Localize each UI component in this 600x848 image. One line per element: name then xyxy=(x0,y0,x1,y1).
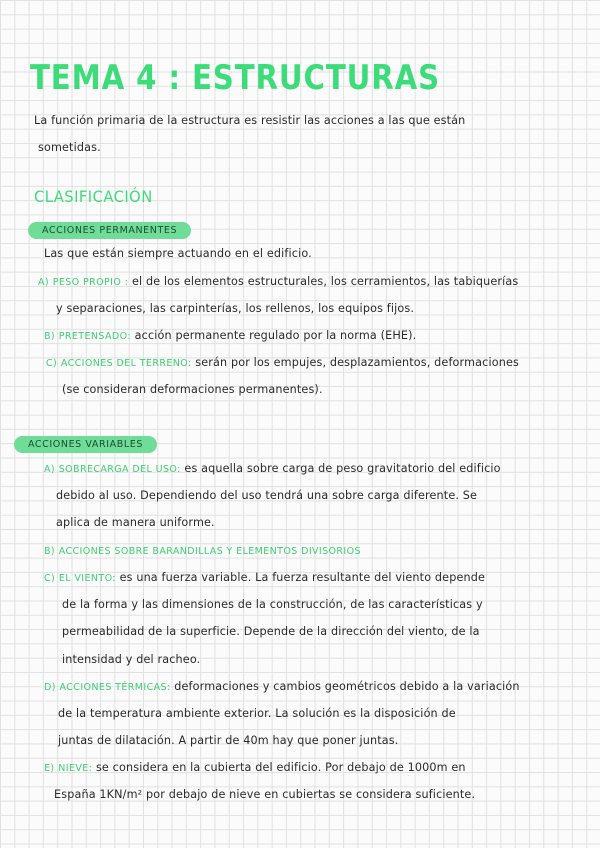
variables-e-line-2: España 1KN/m² por debajo de nieve en cubiertas se considera suficiente. xyxy=(54,788,476,801)
permanentes-c-line-2: (se consideran deformaciones permanentes). xyxy=(62,383,323,396)
term-peso-propio: PESO PROPIO : xyxy=(52,277,129,288)
permanentes-c-line-1 xyxy=(46,356,519,369)
item-text: deformaciones y cambios geométricos debido a la variación xyxy=(170,680,520,693)
item-marker: C) xyxy=(44,573,56,584)
item-marker: C) xyxy=(46,358,58,369)
variables-c-line-2: de la forma y las dimensiones de la construcción, de las características y xyxy=(62,598,483,611)
variables-c-line-4: intensidad y del racheo. xyxy=(62,653,201,666)
intro-line-2: sometidas. xyxy=(38,141,101,154)
item-marker: A) xyxy=(44,464,56,475)
item-marker: D) xyxy=(44,682,56,693)
variables-e-line-1 xyxy=(44,761,466,774)
item-text: acción permanente regulado por la norma (EHE). xyxy=(130,329,417,342)
section-title: CLASIFICACIÓN xyxy=(34,187,153,206)
term-acciones-terreno: ACCIONES DEL TERRENO: xyxy=(60,358,192,369)
variables-a-line-2: debido al uso. Dependiendo del uso tendrá una sobre carga diferente. Se xyxy=(56,489,478,502)
variables-b-line-1 xyxy=(44,544,361,557)
permanentes-a-line-2: y separaciones, las carpinterías, los rellenos, los equipos fijos. xyxy=(56,302,415,315)
variables-a-line-1 xyxy=(44,462,501,475)
term-acciones-termicas: ACCIONES TÉRMICAS: xyxy=(59,682,171,693)
term-nieve: NIEVE: xyxy=(58,763,93,774)
permanentes-label: ACCIONES PERMANENTES xyxy=(28,222,191,239)
item-text: el de los elementos estructurales, los cerramientos, las tabiquerías xyxy=(128,275,519,288)
variables-d-line-1 xyxy=(44,680,520,693)
item-text: es una fuerza variable. La fuerza resultante del viento depende xyxy=(115,571,486,584)
variables-c-line-1 xyxy=(44,571,485,584)
permanentes-b-line-1 xyxy=(44,329,416,342)
variables-label: ACCIONES VARIABLES xyxy=(14,436,157,453)
intro-line-1: La función primaria de la estructura es resistir las acciones a las que están xyxy=(34,114,466,127)
term-sobrecarga-uso: SOBRECARGA DEL USO: xyxy=(58,464,181,475)
item-text: es aquella sobre carga de peso gravitatorio del edificio xyxy=(180,462,501,475)
variables-c-line-3: permeabilidad de la superficie. Depende de la dirección del viento, de la xyxy=(62,625,480,638)
item-marker: B) xyxy=(44,546,56,557)
term-pretensado: PRETENSADO: xyxy=(58,331,131,342)
variables-d-line-2: de la temperatura ambiente exterior. La solución es la disposición de xyxy=(58,707,456,720)
term-viento: EL VIENTO: xyxy=(58,573,116,584)
permanentes-lead: Las que están siempre actuando en el edificio. xyxy=(44,247,312,260)
page-title: TEMA 4 : ESTRUCTURAS xyxy=(30,58,441,98)
item-text: se considera en la cubierta del edificio. Por debajo de 1000m en xyxy=(92,761,466,774)
item-marker: B) xyxy=(44,331,56,342)
variables-a-line-3: aplica de manera uniforme. xyxy=(56,516,215,529)
permanentes-a-line-1 xyxy=(38,275,518,288)
item-text: serán por los empujes, desplazamientos, deformaciones xyxy=(191,356,519,369)
term-barandillas: ACCIONES SOBRE BARANDILLAS Y ELEMENTOS DIVISORIOS xyxy=(58,546,361,557)
variables-d-line-3: juntas de dilatación. A partir de 40m hay que poner juntas. xyxy=(58,734,399,747)
item-marker: E) xyxy=(44,763,55,774)
item-marker: A) xyxy=(38,277,50,288)
